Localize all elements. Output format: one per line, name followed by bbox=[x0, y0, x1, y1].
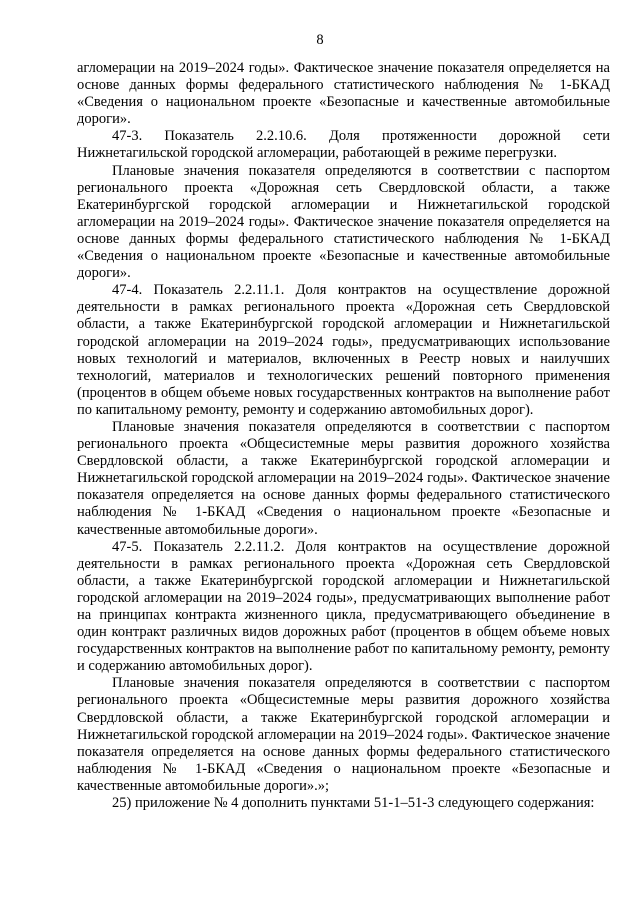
paragraph-continuation: агломерации на 2019–2024 годы». Фактическое значение показателя определяется на основе данных формы федерального статистического наблюдения № 1-БКАД «Сведения о национальном проекте «Безопасные и качественные автомобильные дороги». bbox=[77, 60, 610, 128]
paragraph-item-25: 25) приложение № 4 дополнить пунктами 51-1–51-3 следующего содержания: bbox=[112, 795, 595, 812]
page-number: 8 bbox=[316, 32, 324, 48]
paragraph-planned-values: Плановые значения показателя определяются в соответствии с паспортом регионального проекта «Общесистемные меры развития дорожного хозяйства Свердловской области, а также Екатеринбургской городской агломерации и Нижнетагильской городской агломерации на 2019–2024 годы». Фактическое значение показателя определяется на основе данных формы федерального статистического наблюдения № 1-БКАД «Сведения о национальном проекте «Безопасные и качественные автомобильные дороги».»; bbox=[77, 675, 610, 794]
paragraph-planned-values: Плановые значения показателя определяются в соответствии с паспортом регионального проекта «Дорожная сеть Свердловской области, а также Екатеринбургской городской агломерации и Нижнетагильской городской агломерации на 2019–2024 годы». Фактическое значение показателя определяется на основе данных формы федерального статистического наблюдения № 1-БКАД «Сведения о национальном проекте «Безопасные и качественные автомобильные дороги». bbox=[77, 162, 610, 282]
paragraph-item-47-3: 47-3. Показатель 2.2.10.6. Доля протяженности дорожной сети Нижнетагильской городской агломерации, работающей в режиме перегрузки. bbox=[77, 128, 610, 162]
paragraph-item-47-5: 47-5. Показатель 2.2.11.2. Доля контрактов на осуществление дорожной деятельности в рамках регионального проекта «Дорожная сеть Свердловской области, а также Екатеринбургской городской агломерации и Нижнетагильской городской агломерации на 2019–2024 годы», предусматривающих выполнение работ на принципах контракта жизненного цикла, предусматривающего объединение в один контракт различных видов дорожных работ (процентов в общем объеме новых государственных контрактов на выполнение работ по капитальному ремонту, ремонту и содержанию автомобильных дорог). bbox=[77, 538, 610, 675]
paragraph-item-47-4: 47-4. Показатель 2.2.11.1. Доля контрактов на осуществление дорожной деятельности в рамках регионального проекта «Дорожная сеть Свердловской области, а также Екатеринбургской городской агломерации и Нижнетагильской городской агломерации на 2019–2024 годы», предусматривающих использование новых технологий и материалов, включенных в Реестр новых и наилучших технологий, материалов и технологических решений повторного применения (процентов в общем объеме новых государственных контрактов на выполнение работ по капитальному ремонту, ремонту и содержанию автомобильных дорог). bbox=[77, 282, 610, 418]
document-body bbox=[77, 60, 610, 812]
paragraph-planned-values: Плановые значения показателя определяются в соответствии с паспортом регионального проекта «Общесистемные меры развития дорожного хозяйства Свердловской области, а также Екатеринбургской городской агломерации и Нижнетагильской городской агломерации на 2019–2024 годы». Фактическое значение показателя определяется на основе данных формы федерального статистического наблюдения № 1-БКАД «Сведения о национальном проекте «Безопасные и качественные автомобильные дороги». bbox=[77, 418, 610, 538]
